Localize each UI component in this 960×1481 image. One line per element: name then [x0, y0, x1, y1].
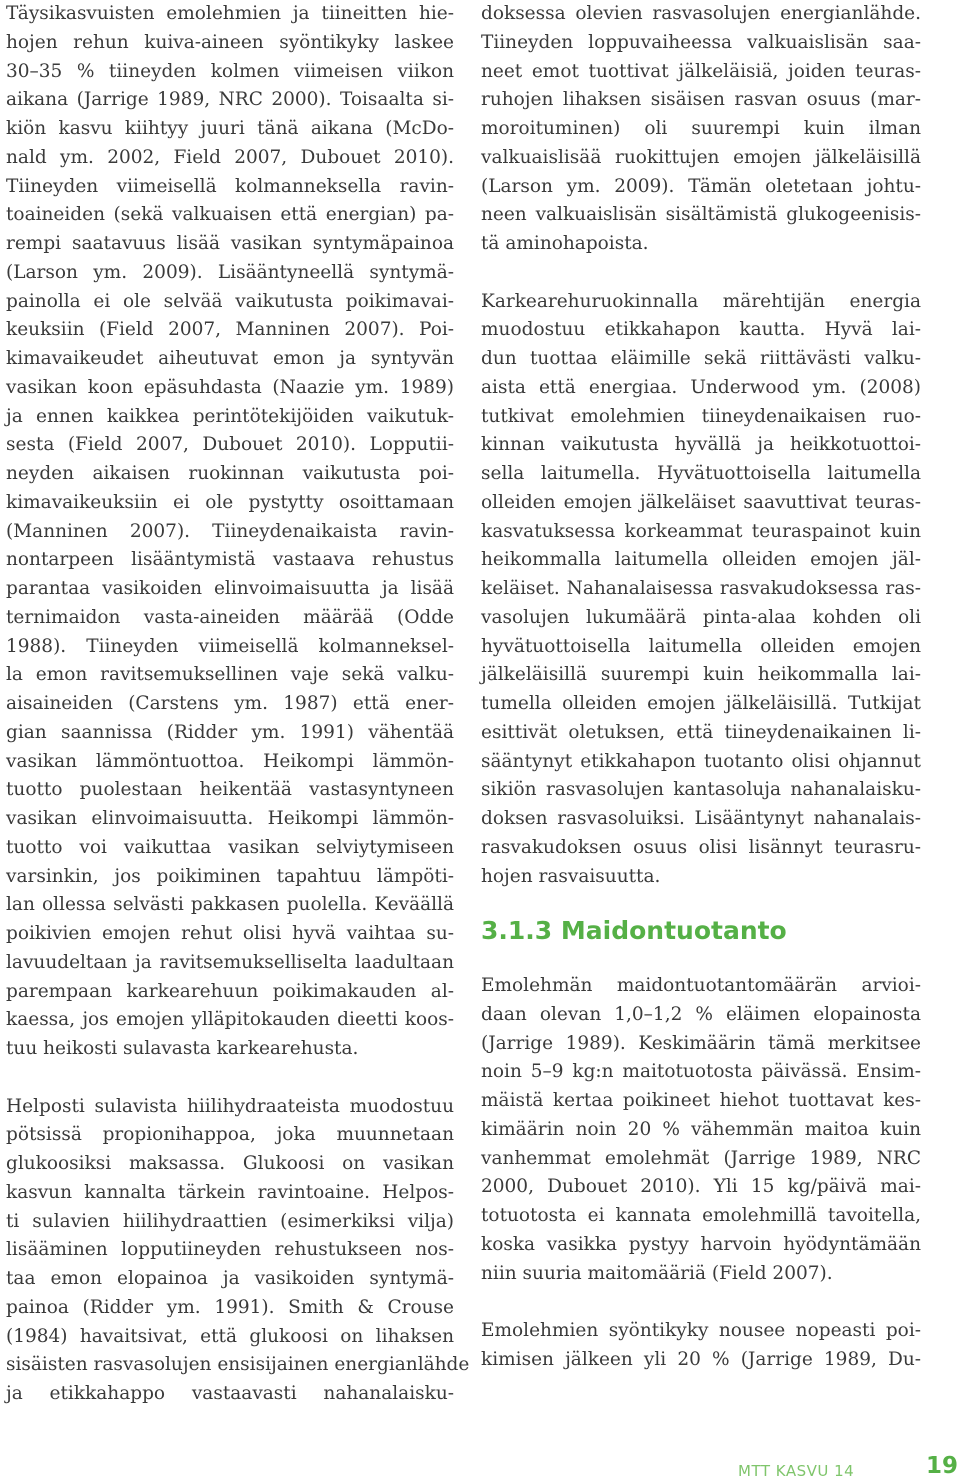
right-column: [481, 0, 921, 1375]
text-line: toaineiden (sekä valkuaisen että energian) pa-: [6, 204, 454, 226]
text-line: rempi saatavuus lisää vasikan syntymäpainoa: [6, 233, 454, 254]
text-line: valkuaislisää ruokittujen emojen jälkeläisillä: [481, 146, 921, 168]
text-line: pötsissä propionihappoa, joka muunnetaan: [6, 1124, 454, 1146]
text-line: tumella olleiden emojen jälkeläisillä. Tutkijat: [481, 693, 921, 714]
text-line: ja etikkahappo vastaavasti nahanalaisku-: [6, 1383, 454, 1404]
text-line: kinnan vaikutusta hyvällä ja heikkotuottoi-: [481, 434, 921, 456]
text-line: kaessa, jos emojen ylläpitokauden dieetti koos-: [6, 1009, 454, 1031]
text-line: parempaan karkearehuun poikimakauden al-: [6, 980, 454, 1002]
text-line: (1984) havaitsivat, että glukoosi on lihaksen: [6, 1325, 454, 1347]
text-line: vasolujen lukumäärä pinta-alaa kohden oli: [481, 606, 921, 628]
text-line: sesta (Field 2007, Dubouet 2010). Lopputii-: [6, 434, 454, 456]
text-line: sella laitumella. Hyvätuottoisella laitumella: [481, 463, 921, 484]
text-line: keuksiin (Field 2007, Manninen 2007). Poi-: [6, 319, 454, 341]
text-line: poikivien emojen rehut olisi hyvä vaihtaa su-: [6, 923, 454, 944]
right-paragraph-4: [481, 1317, 921, 1375]
text-line: gian saannissa (Ridder ym. 1991) vähentää: [6, 721, 454, 743]
text-line: vasikan lämmöntuottoa. Heikompi lämmön-: [6, 750, 454, 772]
text-line: nald ym. 2002, Field 2007, Dubouet 2010).: [6, 146, 454, 168]
text-line: 30–35 % tiineyden kolmen viimeisen viikon: [6, 60, 454, 82]
text-line: totuotosta ei kannata emolehmillä tavoitella,: [481, 1205, 921, 1226]
text-line: doksessa olevien rasvasolujen energianlähde.: [481, 3, 921, 24]
text-line: parantaa vasikoiden elinvoimaisuutta ja lisää: [6, 578, 454, 599]
left-paragraph-1: [6, 0, 454, 1064]
text-line: esittivät oletuksen, että tiineydenaikainen li-: [481, 721, 921, 743]
text-line: keläiset. Nahanalaisessa rasvakudoksessa ras-: [481, 578, 921, 599]
text-line: (Jarrige 1989). Keskimäärin tämä merkitsee: [481, 1032, 921, 1054]
text-line: jälkeläisillä suurempi kuin heikommalla lai-: [481, 664, 921, 686]
text-line: varsinkin, jos poikiminen tapahtuu lämpöti-: [6, 865, 454, 887]
text-line: ti sulavien hiilihydraattien (esimerkiksi vilja): [6, 1210, 454, 1232]
text-line: aikana (Jarrige 1989, NRC 2000). Toisaalta si-: [6, 89, 454, 111]
section-heading: 3.1.3 Maidontuotanto: [481, 916, 787, 946]
text-line: olleiden emojen jälkeläiset saavuttivat teuras-: [481, 491, 921, 513]
text-line: hojen rasvaisuutta.: [481, 865, 661, 887]
text-line: tuotto voi vaikuttaa vasikan selviytymiseen: [6, 836, 454, 858]
text-line: 2000, Dubouet 2010). Yli 15 kg/päivä mai-: [481, 1176, 921, 1198]
right-paragraph-3: [481, 972, 921, 1288]
text-line: Emolehmän maidontuotantomäärän arvioi-: [481, 975, 921, 996]
text-line: painoa (Ridder ym. 1991). Smith & Crouse: [6, 1296, 454, 1318]
text-line: painolla ei ole selvää vaikutusta poikimavai-: [6, 290, 454, 312]
text-line: neyden aikaisen ruokinnan vaikutusta poi-: [6, 463, 454, 484]
text-line: 1988). Tiineyden viimeisellä kolmanneksel-: [6, 635, 454, 657]
text-line: kimäärin noin 20 % vähemmän maitoa kuin: [481, 1118, 921, 1140]
text-line: dun tuottaa eläimille sekä riittävästi valku-: [481, 348, 921, 369]
text-line: aista että energiaa. Underwood ym. (2008): [481, 376, 921, 398]
page-footer: [700, 1453, 960, 1481]
text-line: noin 5–9 kg:n maitotuotosta päivässä. Ensim-: [481, 1061, 921, 1083]
text-line: tä aminohapoista.: [481, 233, 649, 254]
right-paragraph-1: [481, 0, 921, 259]
left-column: [6, 0, 470, 1409]
text-line: kimavaikeudet aiheutuvat emon ja syntyvän: [6, 348, 454, 369]
right-paragraph-2: [481, 288, 921, 892]
text-line: rasvakudoksen osuus olisi lisännyt teurasru-: [481, 836, 921, 858]
text-line: ja ennen kaikkea perintötekijöiden vaikutuk-: [6, 405, 454, 427]
text-line: Karkearehuruokinnalla märehtijän energia: [481, 290, 921, 312]
text-line: mäistä kertaa poikineet hiehot tuottavat kes-: [481, 1090, 921, 1111]
text-line: vasikan koon epäsuhdasta (Naazie ym. 1989): [6, 376, 454, 398]
text-line: Helposti sulavista hiilihydraateista muodostuu: [6, 1095, 454, 1117]
text-line: Täysikasvuisten emolehmien ja tiineitten hie-: [6, 3, 454, 24]
text-line: vasikan elinvoimaisuutta. Heikompi lämmön-: [6, 808, 454, 829]
text-line: sisäisten rasvasolujen ensisijainen energianlähde: [6, 1354, 470, 1376]
text-line: lisääminen lopputiineyden rehustukseen nos-: [6, 1239, 454, 1261]
text-line: kasvun kannalta tärkein ravintoaine. Helpos-: [6, 1181, 454, 1203]
text-line: ternimaidon vasta-aineiden määrää (Odde: [6, 606, 454, 628]
text-line: tutkivat emolehmien tiineydenaikaisen ruo-: [481, 405, 921, 427]
text-line: lan ollessa selvästi pakkasen puolella. Keväällä: [6, 894, 454, 916]
text-line: tuu heikosti sulavasta karkearehusta.: [6, 1038, 359, 1059]
text-line: vanhemmat emolehmät (Jarrige 1989, NRC: [481, 1147, 921, 1169]
text-line: muodostuu etikkahapon kautta. Hyvä lai-: [481, 319, 921, 341]
text-line: moroituminen) oli suurempi kuin ilman: [481, 118, 921, 139]
page-number: 19: [926, 1453, 959, 1479]
text-line: kasvatuksessa korkeammat teuraspainot kuin: [481, 520, 921, 542]
text-line: hyvätuottoisella laitumella olleiden emojen: [481, 635, 921, 657]
text-line: koska vasikka pystyy harvoin hyödyntämään: [481, 1233, 921, 1255]
text-line: neen valkuaislisän sisältämistä glukogeenisis-: [481, 204, 921, 226]
text-line: (Manninen 2007). Tiineydenaikaista ravin-: [6, 520, 454, 542]
text-line: kimavaikeuksiin ei ole pystytty osoittamaan: [6, 491, 454, 513]
text-line: (Larson ym. 2009). Lisääntyneellä syntymä-: [6, 261, 454, 283]
text-line: heikommalla laitumella olleiden emojen jäl-: [481, 549, 921, 571]
footer-brand: MTT KASVU 14: [738, 1462, 855, 1480]
text-line: glukoosiksi maksassa. Glukoosi on vasikan: [6, 1153, 454, 1174]
text-line: Tiineyden viimeisellä kolmanneksella ravin-: [6, 175, 454, 197]
text-line: la emon ravitsemuksellinen vaje sekä valku-: [6, 664, 454, 686]
text-line: Tiineyden loppuvaiheessa valkuaislisän saa-: [481, 31, 921, 53]
text-line: kimisen jälkeen yli 20 % (Jarrige 1989, Du-: [481, 1348, 921, 1370]
text-line: kiön kasvu kiihtyy juuri tänä aikana (McDo-: [6, 118, 454, 139]
text-line: sääntynyt etikkahapon tuotanto olisi ohjannut: [481, 750, 921, 772]
text-line: (Larson ym. 2009). Tämän oletetaan johtu-: [481, 175, 921, 197]
text-line: daan olevan 1,0–1,2 % eläimen elopainosta: [481, 1003, 921, 1025]
text-line: ruhojen lihaksen sisäisen rasvan osuus (mar-: [481, 89, 921, 111]
text-line: taa emon elopainoa ja vasikoiden syntymä-: [6, 1268, 454, 1289]
text-line: niin suuria maitomääriä (Field 2007).: [481, 1262, 833, 1284]
text-line: lavuudeltaan ja ravitsemukselliselta laadultaan: [6, 951, 454, 973]
text-line: aisaineiden (Carstens ym. 1987) että ener-: [6, 693, 454, 714]
text-line: tuotto puolestaan heikentää vastasyntyneen: [6, 779, 454, 801]
text-line: hojen rehun kuiva-aineen syöntikyky laskee: [6, 31, 454, 53]
text-line: sikiön rasvasolujen kantasoluja nahanalaisku-: [481, 779, 921, 801]
text-line: doksen rasvasoluiksi. Lisääntynyt nahanalais-: [481, 808, 921, 829]
text-line: neet emot tuottivat jälkeläisiä, joiden teuras-: [481, 60, 921, 82]
text-line: nontarpeen lisääntymistä vastaava rehustus: [6, 549, 454, 571]
text-line: Emolehmien syöntikyky nousee nopeasti poi-: [481, 1320, 921, 1341]
left-paragraph-2: [6, 1093, 470, 1409]
